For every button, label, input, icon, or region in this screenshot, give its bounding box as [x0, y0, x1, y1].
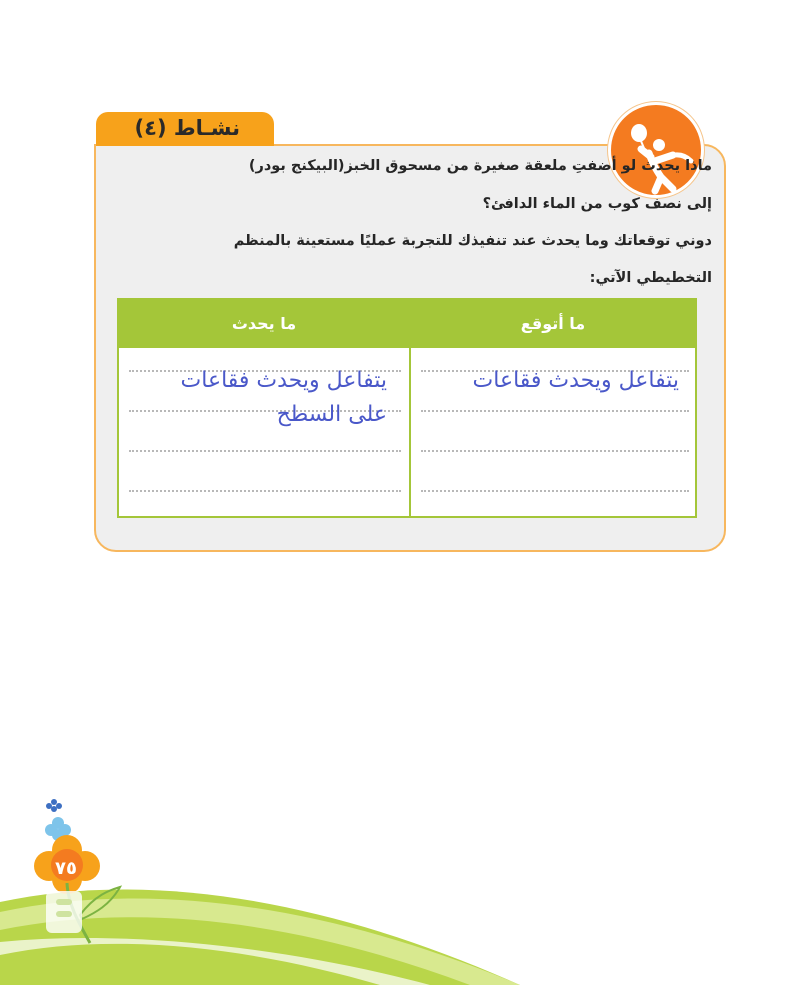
column-divider — [409, 300, 411, 516]
question-line-4: التخطيطي الآتي: — [589, 270, 712, 286]
happen-answer-line-1: يتفاعل ويحدث فقاعات — [180, 368, 387, 393]
col-header-expect: ما أتوقع — [411, 300, 695, 348]
writing-line — [421, 410, 689, 412]
col-header-happen: ما يحدث — [119, 300, 409, 348]
activity-tab — [96, 112, 274, 146]
writing-line — [421, 490, 689, 492]
expect-answer: يتفاعل ويحدث فقاعات — [472, 368, 679, 393]
writing-line — [129, 450, 401, 452]
question-line-2: إلى نصف كوب من الماء الدافئ؟ — [482, 196, 712, 212]
activity-title: نشـاط (٤) — [134, 116, 240, 140]
happen-answer-line-2: على السطح — [276, 402, 387, 427]
activity-badge — [608, 102, 704, 198]
question-line-3: دوني توقعاتك وما يحدث عند تنفيذك للتجربة عمليًا مستعينة بالمنظم — [233, 233, 712, 249]
writing-line — [421, 450, 689, 452]
question-line-1: ماذا يحدث لو أضفتِ ملعقة صغيرة من مسحوق الخبز(البيكنج بودر) — [248, 158, 712, 174]
page-number: ٧٥ — [55, 858, 77, 879]
graphic-organizer-table — [117, 298, 697, 518]
writing-line — [129, 490, 401, 492]
activity-figure-icon — [611, 105, 701, 195]
